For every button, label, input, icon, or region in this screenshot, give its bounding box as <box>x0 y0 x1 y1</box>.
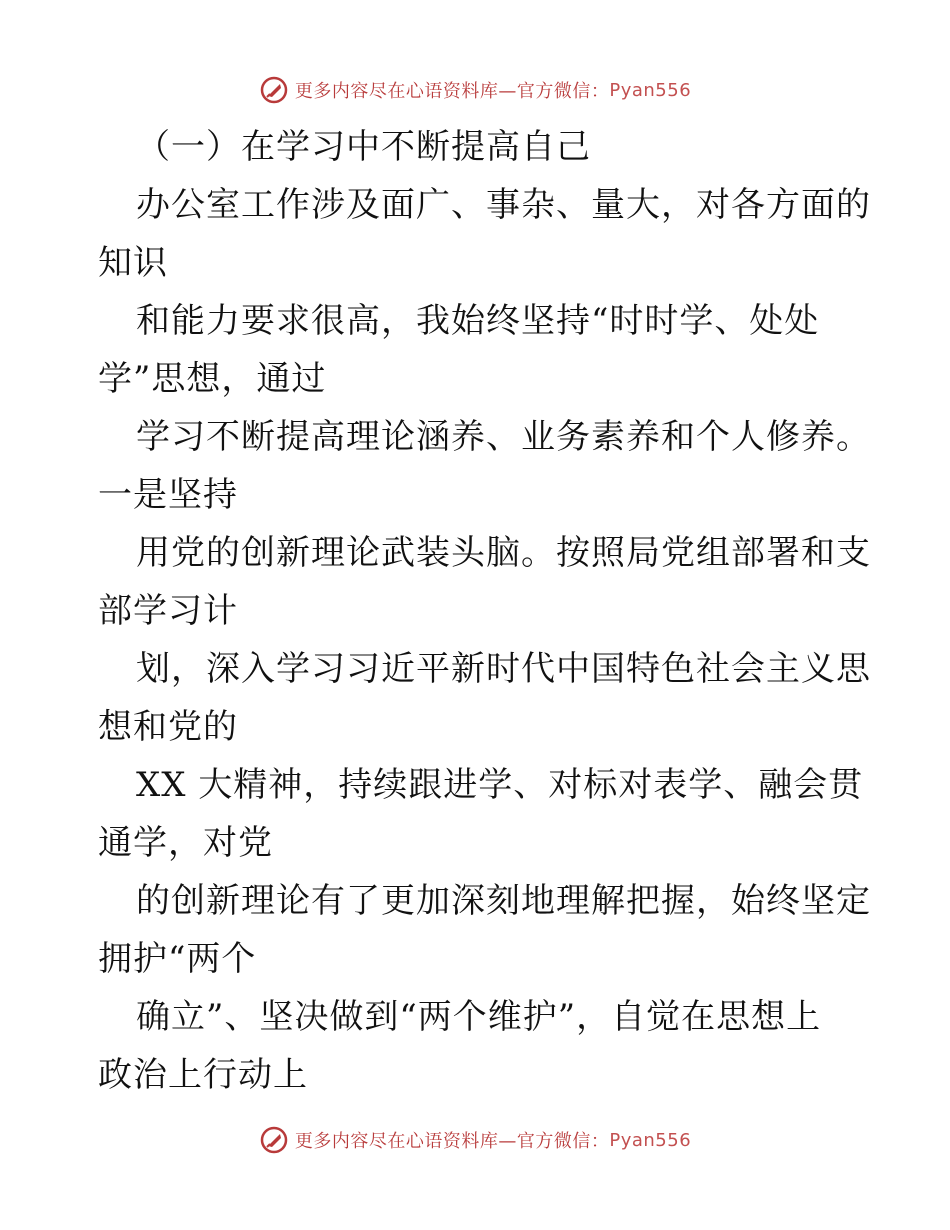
footer-watermark-banner <box>0 1120 950 1160</box>
text-line: 划，深入学习习近平新时代中国特色社会主义思 <box>136 649 871 689</box>
banner-text: 更多内容尽在心语资料库—官方微信： <box>294 1131 610 1152</box>
text-line: 学”思想，通过 <box>98 359 327 399</box>
text-line: 一是坚持 <box>98 475 238 515</box>
banner-wechat-id: Pyan556 <box>609 79 692 101</box>
text-line: 和能力要求很高，我始终坚持“时时学、处处 <box>136 301 820 341</box>
text-line: 学习不断提高理论涵养、业务素养和个人修养。 <box>136 417 871 457</box>
text-line: XX 大精神，持续跟进学、对标对表学、融会贯 <box>136 765 864 805</box>
banner-text: 更多内容尽在心语资料库—官方微信： <box>294 81 610 102</box>
text-line: 用党的创新理论武装头脑。按照局党组部署和支 <box>136 533 871 573</box>
text-line: 知识 <box>98 243 168 283</box>
document-body <box>98 118 871 1104</box>
text-line: 的创新理论有了更加深刻地理解把握，始终坚定 <box>136 881 871 921</box>
quill-logo-icon <box>259 75 289 105</box>
text-line: 部学习计 <box>98 591 238 631</box>
text-line: 确立”、坚决做到“两个维护”，自觉在思想上 <box>136 997 822 1037</box>
header-watermark-banner <box>0 70 950 110</box>
banner-wechat-id: Pyan556 <box>609 1129 692 1151</box>
text-line: 办公室工作涉及面广、事杂、量大，对各方面的 <box>136 185 871 225</box>
text-line: 政治上行动上 <box>98 1055 308 1095</box>
quill-logo-icon <box>259 1125 289 1155</box>
text-line: 通学，对党 <box>98 823 273 863</box>
text-line: 拥护“两个 <box>98 939 257 979</box>
section-heading: （一）在学习中不断提高自己 <box>136 127 591 167</box>
text-line: 想和党的 <box>98 707 238 747</box>
